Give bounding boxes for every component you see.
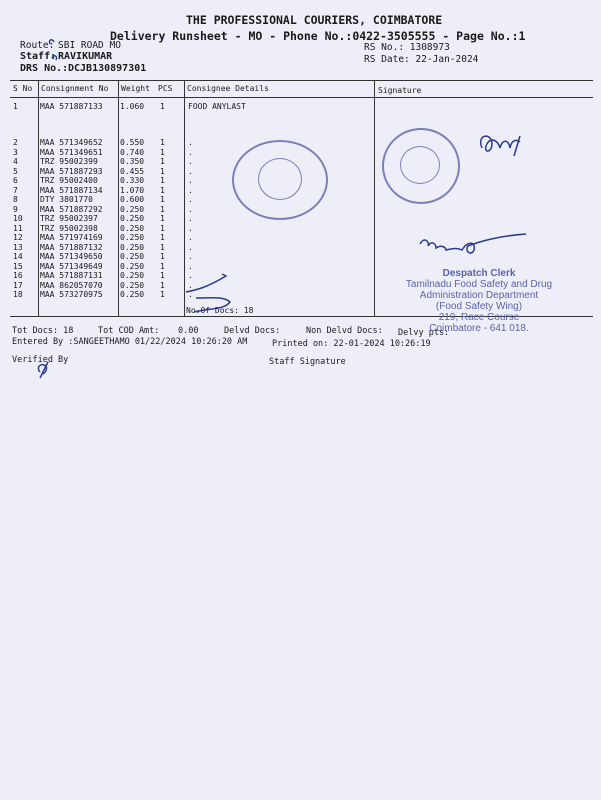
row-weight: 0.455 xyxy=(120,166,145,176)
row-consignee: . xyxy=(188,223,193,233)
row-consignee: . xyxy=(188,185,193,195)
stamp-line: (Food Safety Wing) xyxy=(435,301,523,312)
row-pcs: 1 xyxy=(160,166,165,176)
signature-middle xyxy=(420,234,526,253)
row-consignee: . xyxy=(188,204,193,214)
row-consignment-no: MAA 571887131 xyxy=(40,271,103,280)
row-pcs: 1 xyxy=(160,157,165,166)
col-signature: Signature xyxy=(378,86,422,95)
row-pcs: 1 xyxy=(160,102,165,111)
row-weight: 0.250 xyxy=(120,280,145,290)
stamp-line: Despatch Clerk xyxy=(442,268,516,279)
company-title: THE PROFESSIONAL COURIERS, COIMBATORE xyxy=(186,13,443,27)
row-pcs: 1 xyxy=(160,252,165,261)
row-sno: 5 xyxy=(13,166,18,176)
row-weight: 1.070 xyxy=(120,185,145,195)
route-scribble xyxy=(49,40,56,60)
non-delvd-docs: Non Delvd Docs: xyxy=(306,326,383,336)
row-sno: 15 xyxy=(13,261,23,271)
row-consignee: . xyxy=(188,195,193,204)
route-label: Route: xyxy=(20,40,55,51)
row-consignee: . xyxy=(188,147,193,157)
drs-label: DRS No.: xyxy=(20,63,69,74)
row-consignment-no: MAA 571349649 xyxy=(40,261,103,271)
row-sno: 13 xyxy=(13,242,23,252)
rs-number: RS No.: 1308973 xyxy=(364,42,450,53)
row-consignment-no: MAA 571887133 xyxy=(40,102,103,111)
tot-cod-value: 0.00 xyxy=(178,326,199,336)
stamp-line: Tamilnadu Food Safety and Drug xyxy=(405,279,553,290)
row-sno: 12 xyxy=(13,233,23,242)
entered-by: Entered By :SANGEETHAMO 01/22/2024 10:26:20 AM xyxy=(12,337,248,347)
row-consignment-no: TRZ 95002400 xyxy=(40,176,98,185)
printed-on: Printed on: 22-01-2024 10:26:19 xyxy=(272,339,431,349)
row-sno: 11 xyxy=(13,223,23,233)
row-consignment-no: TRZ 95002398 xyxy=(40,223,98,233)
verified-scribble xyxy=(38,362,48,378)
row-consignee: . xyxy=(188,157,193,166)
row-pcs: 1 xyxy=(160,147,165,157)
stamp-line: Coimbatore - 641 018. xyxy=(429,323,529,334)
row-sno: 6 xyxy=(13,176,18,185)
row-pcs: 1 xyxy=(160,261,165,271)
row-weight: 0.250 xyxy=(120,242,145,252)
row-consignment-no: MAA 573270975 xyxy=(40,290,103,299)
staff-signature: Staff Signature xyxy=(269,357,346,367)
row-sno: 2 xyxy=(13,138,18,147)
row-consignment-no: MAA 571349651 xyxy=(40,147,103,157)
row-sno: 1 xyxy=(13,102,18,111)
row-weight: 0.250 xyxy=(120,290,145,299)
tot-cod-label: Tot COD Amt: xyxy=(98,326,160,336)
row-consignee: . xyxy=(188,233,193,242)
stamp-line: 219, Race Course xyxy=(438,312,520,323)
row-consignee: . xyxy=(188,242,193,252)
row-consignment-no: MAA 571887292 xyxy=(40,204,103,214)
row-pcs: 1 xyxy=(160,185,165,195)
row-pcs: 1 xyxy=(160,233,165,242)
no-of-docs: No.Of Docs: 18 xyxy=(186,306,254,315)
row-pcs: 1 xyxy=(160,214,165,223)
rs-date: RS Date: 22-Jan-2024 xyxy=(364,54,479,65)
row-pcs: 1 xyxy=(160,280,165,290)
staff-label: Staff: xyxy=(20,51,57,62)
row-consignment-no: MAA 571974169 xyxy=(40,233,103,242)
row-weight: 0.250 xyxy=(120,252,145,261)
row-consignment-no: TRZ 95002397 xyxy=(40,214,98,223)
drs-value: DCJB130897301 xyxy=(68,63,147,74)
row-consignee: . xyxy=(188,280,193,290)
tot-docs: Tot Docs: 18 xyxy=(12,326,74,336)
route-value: SBI ROAD MO xyxy=(58,40,121,51)
col-sno: S No xyxy=(13,84,33,93)
row-consignee: . xyxy=(188,176,193,185)
row-consignment-no: DTY 3801770 xyxy=(40,195,93,204)
row-consignee: . xyxy=(188,214,193,223)
row-sno: 4 xyxy=(13,157,18,166)
row-consignment-no: MAA 571349652 xyxy=(40,138,103,147)
row-sno: 17 xyxy=(13,280,23,290)
delvy-pts: Delvy pts: xyxy=(398,328,450,338)
runsheet-title: Delivery Runsheet - MO - Phone No.:0422-3505555 - Page No.:1 xyxy=(110,29,526,43)
row-consignment-no: MAA 571887134 xyxy=(40,185,103,195)
col-weight: Weight xyxy=(121,84,150,93)
row-weight: 0.250 xyxy=(120,204,145,214)
row-weight: 1.060 xyxy=(120,102,145,111)
row-weight: 0.350 xyxy=(120,157,145,166)
row-consignee: . xyxy=(188,252,193,261)
row-consignment-no: MAA 862057070 xyxy=(40,280,103,290)
row-sno: 18 xyxy=(13,290,23,299)
row-weight: 0.740 xyxy=(120,147,145,157)
row-consignee: . xyxy=(188,290,193,299)
row-weight: 0.250 xyxy=(120,271,145,280)
row-weight: 0.250 xyxy=(120,261,145,271)
row-weight: 0.550 xyxy=(120,138,145,147)
row-consignee: . xyxy=(188,271,193,280)
row-consignment-no: MAA 571887293 xyxy=(40,166,103,176)
row-weight: 0.250 xyxy=(120,214,145,223)
col-consignee: Consignee Details xyxy=(187,84,269,93)
col-consignment: Consignment No xyxy=(41,84,109,93)
row-sno: 7 xyxy=(13,185,18,195)
row-consignee: . xyxy=(188,261,193,271)
row-sno: 8 xyxy=(13,195,18,204)
row-consignee: . xyxy=(188,166,193,176)
row-consignee: FOOD ANYLAST xyxy=(188,102,246,111)
pen-arrow xyxy=(186,274,230,312)
col-pcs: PCS xyxy=(158,84,173,93)
row-sno: 14 xyxy=(13,252,23,261)
row-weight: 0.600 xyxy=(120,195,145,204)
row-weight: 0.250 xyxy=(120,233,145,242)
stamp-line: Administration Department xyxy=(419,290,539,301)
row-pcs: 1 xyxy=(160,223,165,233)
row-pcs: 1 xyxy=(160,138,165,147)
row-pcs: 1 xyxy=(160,195,165,204)
row-sno: 16 xyxy=(13,271,23,280)
signature-top xyxy=(481,136,520,156)
row-consignee: . xyxy=(188,138,193,147)
row-consignment-no: TRZ 95002399 xyxy=(40,157,98,166)
row-consignment-no: MAA 571887132 xyxy=(40,242,103,252)
staff-value: RAVIKUMAR xyxy=(58,51,113,62)
row-pcs: 1 xyxy=(160,271,165,280)
row-weight: 0.250 xyxy=(120,223,145,233)
row-pcs: 1 xyxy=(160,176,165,185)
row-consignment-no: MAA 571349650 xyxy=(40,252,103,261)
row-sno: 10 xyxy=(13,214,23,223)
despatch-clerk-stamp xyxy=(374,268,584,334)
row-pcs: 1 xyxy=(160,290,165,299)
row-weight: 0.330 xyxy=(120,176,145,185)
row-sno: 3 xyxy=(13,147,18,157)
row-pcs: 1 xyxy=(160,242,165,252)
verified-by: Verified By xyxy=(12,355,69,365)
delvd-docs: Delvd Docs: xyxy=(224,326,281,336)
row-pcs: 1 xyxy=(160,204,165,214)
row-sno: 9 xyxy=(13,204,18,214)
